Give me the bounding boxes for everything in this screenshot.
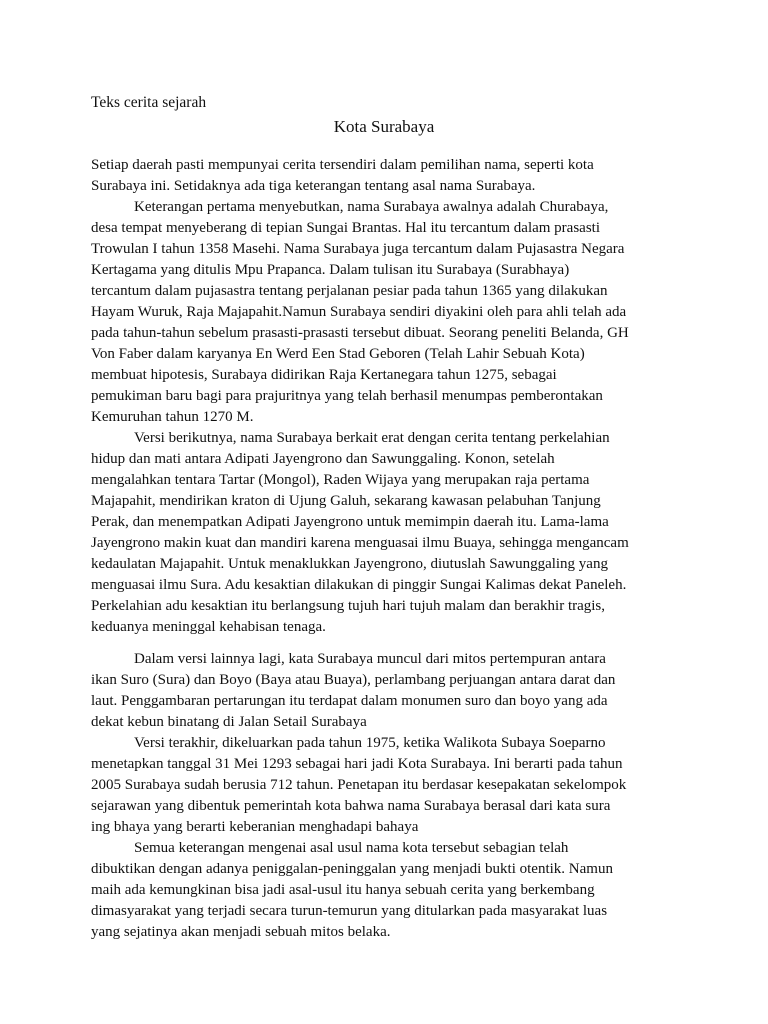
body-line: Hayam Wuruk, Raja Majapahit.Namun Surabaya sendiri diyakini oleh para ahli telah ada (91, 304, 627, 320)
body-line: menguasai ilmu Sura. Adu kesaktian dilakukan di pinggir Sungai Kalimas dekat Paneleh. (91, 577, 627, 593)
body-line: maih ada kemungkinan bisa jadi asal-usul itu hanya sebuah cerita yang berkembang (91, 882, 595, 898)
body-line: Versi berikutnya, nama Surabaya berkait erat dengan cerita tentang perkelahian (134, 430, 610, 446)
body-line: dibuktikan dengan adanya peniggalan-peninggalan yang menjadi bukti otentik. Namun (91, 861, 613, 877)
body-line: Semua keterangan mengenai asal usul nama kota tersebut sebagian telah (134, 840, 569, 856)
body-line: ing bhaya yang berarti keberanian menghadapi bahaya (91, 819, 419, 835)
body-line: ikan Suro (Sura) dan Boyo (Baya atau Buaya), perlambang perjuangan antara darat dan (91, 672, 616, 688)
body-line: Kemuruhan tahun 1270 M. (91, 409, 254, 425)
body-line: keduanya meninggal kehabisan tenaga. (91, 619, 326, 635)
body-line: sejarawan yang dibentuk pemerintah kota bahwa nama Surabaya berasal dari kata sura (91, 798, 611, 814)
body-line: laut. Penggambaran pertarungan itu terdapat dalam monumen suro dan boyo yang ada (91, 693, 608, 709)
body-line: dekat kebun binatang di Jalan Setail Surabaya (91, 714, 367, 730)
body-line: desa tempat menyeberang di tepian Sungai Brantas. Hal itu tercantum dalam prasasti (91, 220, 601, 236)
body-line: Jayengrono makin kuat dan mandiri karena menguasai ilmu Buaya, sehingga mengancam (91, 535, 629, 551)
body-line: Perak, dan menempatkan Adipati Jayengrono untuk memimpin daerah itu. Lama-lama (91, 514, 609, 530)
body-line: membuat hipotesis, Surabaya didirikan Raja Kertanegara tahun 1275, sebagai (91, 367, 557, 383)
body-line: mengalahkan tentara Tartar (Mongol), Raden Wijaya yang merupakan raja pertama (91, 472, 590, 488)
body-line: menetapkan tanggal 31 Mei 1293 sebagai hari jadi Kota Surabaya. Ini berarti pada tahun (91, 756, 623, 772)
document-label: Teks cerita sejarah (91, 94, 207, 111)
body-line: pemukiman baru bagi para prajuritnya yang telah berhasil menumpas pemberontakan (91, 388, 603, 404)
body-line: Setiap daerah pasti mempunyai cerita tersendiri dalam pemilihan nama, seperti kota (91, 157, 594, 173)
body-line: Keterangan pertama menyebutkan, nama Surabaya awalnya adalah Churabaya, (134, 199, 609, 215)
document-title: Kota Surabaya (333, 117, 435, 136)
body-line: pada tahun-tahun sebelum prasasti-prasasti tersebut dibuat. Seorang peneliti Belanda, GH (91, 325, 629, 341)
body-line: Trowulan I tahun 1358 Masehi. Nama Surabaya juga tercantum dalam Pujasastra Negara (91, 241, 625, 257)
body-line: dimasyarakat yang terjadi secara turun-temurun yang ditularkan pada masyarakat luas (91, 903, 608, 919)
body-line: yang sejatinya akan menjadi sebuah mitos belaka. (91, 924, 391, 940)
body-line: Dalam versi lainnya lagi, kata Surabaya muncul dari mitos pertempuran antara (134, 651, 606, 667)
body-line: Kertagama yang ditulis Mpu Prapanca. Dalam tulisan itu Surabaya (Surabhaya) (91, 262, 570, 278)
body-line: Von Faber dalam karyanya En Werd Een Stad Geboren (Telah Lahir Sebuah Kota) (91, 346, 585, 362)
body-line: 2005 Surabaya sudah berusia 712 tahun. Penetapan itu berdasar kesepakatan sekelompok (91, 777, 627, 793)
body-line: Surabaya ini. Setidaknya ada tiga keterangan tentang asal nama Surabaya. (91, 178, 536, 194)
body-line: Majapahit, mendirikan kraton di Ujung Galuh, sekarang kawasan pelabuhan Tanjung (91, 493, 601, 509)
body-line: Versi terakhir, dikeluarkan pada tahun 1975, ketika Walikota Subaya Soeparno (134, 735, 606, 751)
body-line: kedaulatan Majapahit. Untuk menaklukkan Jayengrono, diutuslah Sawunggaling yang (91, 556, 608, 572)
body-line: hidup dan mati antara Adipati Jayengrono dan Sawunggaling. Konon, setelah (91, 451, 555, 467)
body-line: Perkelahian adu kesaktian itu berlangsung tujuh hari tujuh malam dan berakhir tragis, (91, 598, 606, 614)
body-line: tercantum dalam pujasastra tentang perjalanan pesiar pada tahun 1365 yang dilakukan (91, 283, 608, 299)
